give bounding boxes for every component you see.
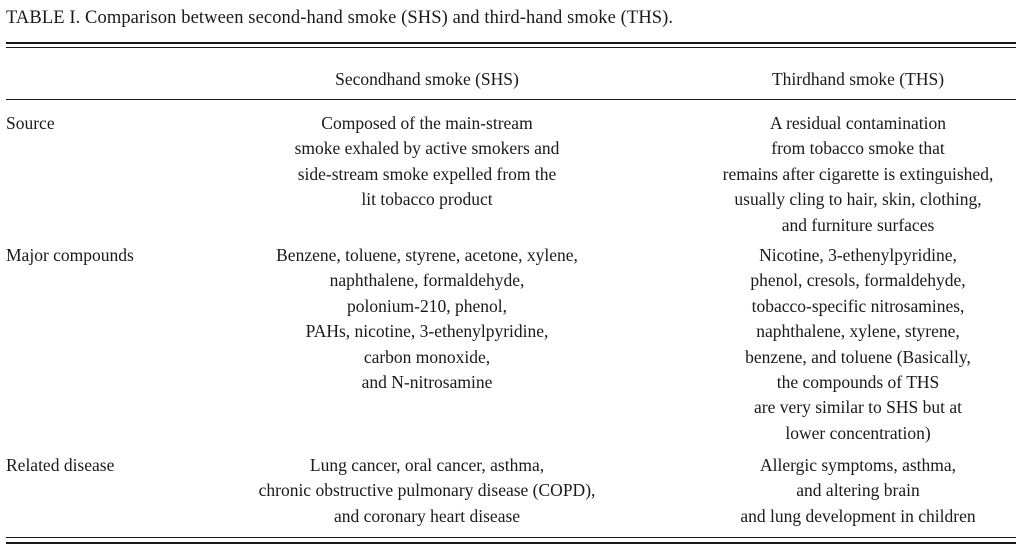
cell-compounds-shs: [220, 243, 634, 395]
cell-line: Benzene, toluene, styrene, acetone, xylene,: [276, 245, 578, 265]
cell-source-ths: [698, 111, 1018, 238]
bottom-rule-2: [6, 542, 1016, 544]
cell-line: chronic obstructive pulmonary disease (COPD),: [258, 480, 596, 501]
cell-line: and N-nitrosamine: [361, 372, 493, 393]
cell-source-shs: [220, 111, 634, 213]
cell-line: the compounds of THS: [776, 372, 940, 393]
cell-line: from tobacco smoke that: [771, 138, 945, 159]
cell-line: usually cling to hair, skin, clothing,: [734, 189, 982, 210]
bottom-rule-1: [6, 537, 1016, 538]
cell-compounds-ths: [698, 243, 1018, 446]
cell-line: naphthalene, xylene, styrene,: [756, 321, 960, 342]
cell-disease-ths: [698, 453, 1018, 529]
cell-line: Composed of the main-stream: [321, 113, 533, 133]
cell-disease-shs: [220, 453, 634, 529]
cell-line: PAHs, nicotine, 3-ethenylpyridine,: [305, 321, 549, 342]
cell-line: and altering brain: [796, 480, 920, 501]
cell-line: Nicotine, 3-ethenylpyridine,: [759, 245, 957, 265]
header-shs: Secondhand smoke (SHS): [335, 69, 519, 89]
cell-line: naphthalene, formaldehyde,: [329, 270, 525, 291]
header-ths: Thirdhand smoke (THS): [771, 69, 945, 89]
table-caption: TABLE I. Comparison between second-hand smoke (SHS) and third-hand smoke (THS).: [6, 8, 674, 28]
cell-line: phenol, cresols, formaldehyde,: [750, 270, 966, 291]
cell-line: Allergic symptoms, asthma,: [759, 455, 957, 475]
top-rule-2: [6, 47, 1016, 48]
cell-line: A residual contamination: [770, 113, 946, 133]
cell-line: and coronary heart disease: [333, 505, 521, 526]
cell-line: Lung cancer, oral cancer, asthma,: [309, 455, 545, 475]
cell-line: smoke exhaled by active smokers and: [294, 138, 560, 159]
cell-line: polonium-210, phenol,: [347, 295, 507, 316]
cell-line: benzene, and toluene (Basically,: [745, 346, 971, 367]
cell-line: lower concentration): [785, 422, 931, 443]
cell-line: remains after cigarette is extinguished,: [722, 163, 994, 184]
header-rule: [6, 99, 1016, 100]
cell-line: side-stream smoke expelled from the: [297, 163, 557, 184]
row-label-major-compounds: Major compounds: [6, 245, 134, 265]
row-label-source: Source: [6, 113, 55, 133]
cell-line: and lung development in children: [740, 505, 976, 526]
top-rule-1: [6, 42, 1016, 44]
row-label-related-disease: Related disease: [6, 455, 115, 475]
cell-line: carbon monoxide,: [363, 346, 491, 367]
cell-line: are very similar to SHS but at: [753, 397, 963, 418]
cell-line: and furniture surfaces: [781, 214, 935, 235]
cell-line: tobacco-specific nitrosamines,: [751, 295, 965, 316]
cell-line: lit tobacco product: [361, 189, 493, 210]
